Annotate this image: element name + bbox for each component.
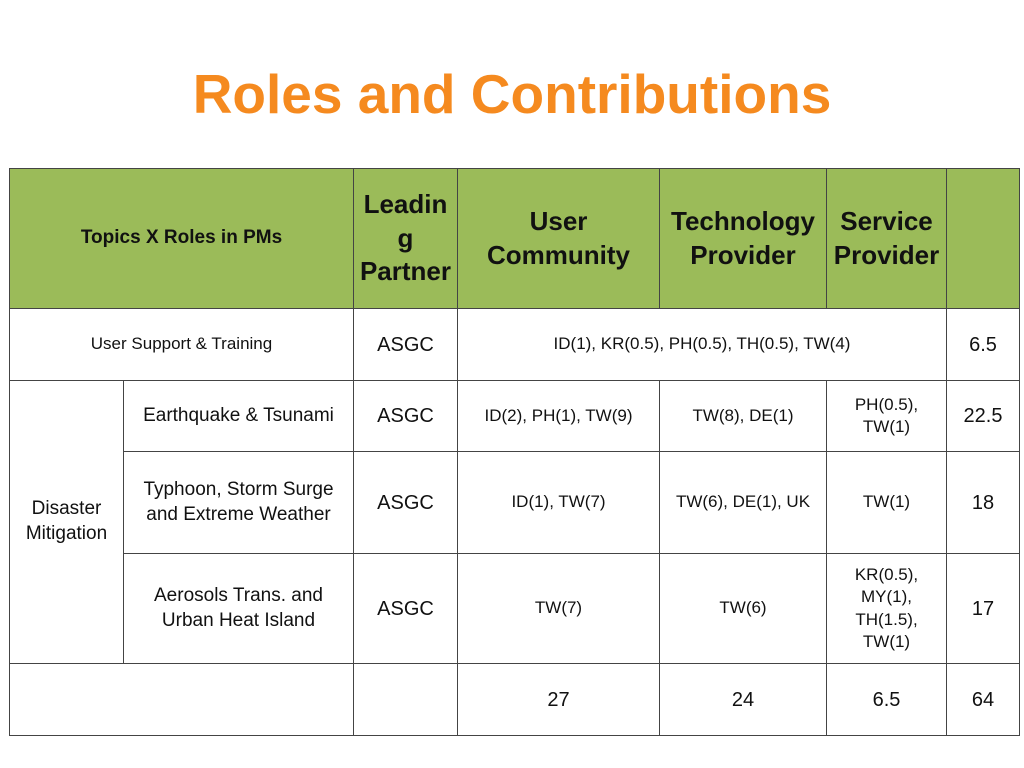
header-leading-partner [354, 169, 458, 309]
topic-typhoon-line1: Typhoon, Storm Surge [143, 478, 334, 500]
tech-typhoon: TW(6), DE(1), UK [660, 452, 827, 554]
header-leading-line3: Partner [359, 256, 452, 287]
header-leading-line1: Leadin [363, 188, 448, 219]
merged-contributions-user-support: ID(1), KR(0.5), PH(0.5), TH(0.5), TW(4) [458, 309, 947, 381]
service-earthquake-line2: TW(1) [862, 417, 911, 436]
header-service-provider [827, 169, 947, 309]
tech-earthquake: TW(8), DE(1) [660, 381, 827, 452]
totals-blank-leading [354, 664, 458, 736]
topic-aerosols-line1: Aerosols Trans. and [154, 584, 323, 606]
user-aerosols: TW(7) [458, 554, 660, 664]
group-label-line2: Mitigation [25, 523, 108, 544]
service-aerosols-line2: MY(1), [861, 587, 912, 607]
tech-aerosols: TW(6) [660, 554, 827, 664]
group-disaster-mitigation [10, 381, 124, 664]
topic-user-support: User Support & Training [10, 309, 354, 381]
service-earthquake [827, 381, 947, 452]
service-aerosols-line4: TW(1) [862, 631, 911, 651]
header-technology-provider [660, 169, 827, 309]
service-aerosols [827, 554, 947, 664]
header-total [947, 169, 1020, 309]
table-row-earthquake [10, 381, 1020, 452]
leading-earthquake: ASGC [354, 381, 458, 452]
group-label-line1: Disaster [31, 498, 102, 520]
topic-typhoon-line2: and Extreme Weather [146, 503, 331, 525]
user-typhoon: ID(1), TW(7) [458, 452, 660, 554]
leading-typhoon: ASGC [354, 452, 458, 554]
header-service-line2: Provider [833, 239, 940, 270]
topic-aerosols [124, 554, 354, 664]
topic-earthquake: Earthquake & Tsunami [124, 381, 354, 452]
header-topics: Topics X Roles in PMs [10, 169, 354, 309]
total-service-provider: 6.5 [827, 664, 947, 736]
totals-blank-topic [10, 664, 354, 736]
header-user-community [458, 169, 660, 309]
total-user-community: 27 [458, 664, 660, 736]
page-title: Roles and Contributions [192, 63, 832, 125]
topic-typhoon [124, 452, 354, 554]
service-aerosols-line3: TH(1.5), [855, 609, 918, 629]
header-user-line2: Community [487, 239, 630, 270]
table-row-typhoon [10, 452, 1020, 554]
header-leading-line2: g [397, 222, 414, 253]
user-earthquake: ID(2), PH(1), TW(9) [458, 381, 660, 452]
total-earthquake: 22.5 [947, 381, 1020, 452]
header-service-line1: Service [840, 205, 933, 236]
topic-aerosols-line2: Urban Heat Island [161, 609, 316, 631]
header-tech-line2: Provider [690, 239, 796, 270]
header-user-line1: User [529, 205, 588, 236]
service-earthquake-line1: PH(0.5), [854, 394, 919, 414]
total-user-support: 6.5 [947, 309, 1020, 381]
grand-total: 64 [947, 664, 1020, 736]
table-row-user-support [10, 309, 1020, 381]
table-row-totals [10, 664, 1020, 736]
header-row [10, 169, 1020, 309]
service-aerosols-line1: KR(0.5), [854, 565, 919, 585]
service-typhoon: TW(1) [827, 452, 947, 554]
total-typhoon: 18 [947, 452, 1020, 554]
table-row-aerosols [10, 554, 1020, 664]
header-tech-line1: Technology [671, 205, 815, 236]
total-aerosols: 17 [947, 554, 1020, 664]
total-technology-provider: 24 [660, 664, 827, 736]
leading-aerosols: ASGC [354, 554, 458, 664]
leading-user-support: ASGC [354, 309, 458, 381]
roles-table [9, 168, 1020, 736]
